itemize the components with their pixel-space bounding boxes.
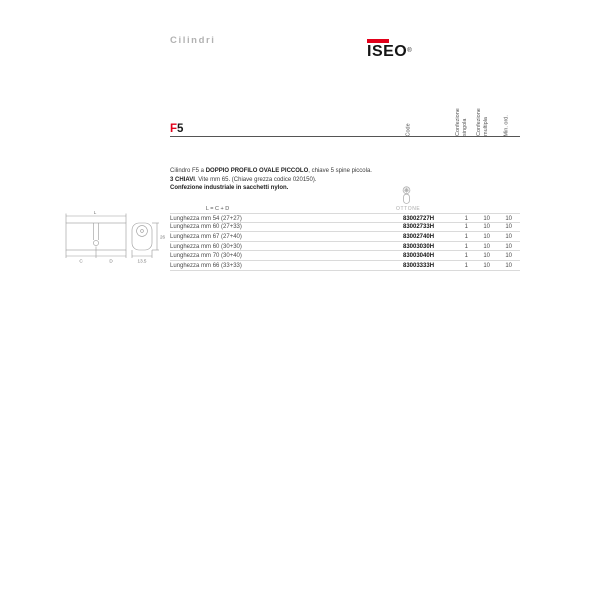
cell-code: 83003030H xyxy=(403,243,435,250)
cell-length: Lunghezza mm 60 (27+33) xyxy=(170,224,242,231)
description-line1-bold: DOPPIO PROFILO OVALE PICCOLO xyxy=(205,168,309,174)
cell-single: 1 xyxy=(464,262,468,269)
table-row xyxy=(170,251,520,261)
cell-min: 10 xyxy=(505,243,512,250)
cell-length: Lunghezza mm 67 (27+40) xyxy=(170,233,242,240)
cell-length: Lunghezza mm 70 (30+40) xyxy=(170,253,242,260)
product-code-letter: F xyxy=(170,123,178,135)
cell-min: 10 xyxy=(505,253,512,260)
cell-length: Lunghezza mm 66 (33+33) xyxy=(170,262,242,269)
cell-length: Lunghezza mm 60 (30+30) xyxy=(170,243,242,250)
product-table xyxy=(170,213,520,271)
cell-min: 10 xyxy=(505,233,512,240)
dim-label-profile-width: 13.5 xyxy=(137,258,147,264)
section-title: Cilindri xyxy=(170,35,216,46)
cell-single: 1 xyxy=(464,243,468,250)
column-header-confezione-singola-label: Confezione singola xyxy=(455,108,468,136)
logo-wordmark: ISEO xyxy=(367,43,408,60)
cell-min: 10 xyxy=(505,262,512,269)
cell-length: Lunghezza mm 54 (27+27) xyxy=(170,215,242,222)
table-row xyxy=(170,261,520,271)
cell-code: 83002733H xyxy=(403,224,435,231)
cell-multi: 10 xyxy=(483,215,490,222)
product-code-heading xyxy=(170,123,183,135)
logo-text xyxy=(367,43,412,60)
length-formula: L = C + D xyxy=(205,206,230,212)
cell-single: 1 xyxy=(464,224,468,231)
cell-min: 10 xyxy=(505,215,512,222)
description-line-1 xyxy=(170,167,450,176)
cell-single: 1 xyxy=(464,253,468,260)
cell-multi: 10 xyxy=(483,253,490,260)
description-line2-bold: 3 CHIAVI xyxy=(170,176,195,183)
description-line1-tail: , chiave 5 spine piccola. xyxy=(308,168,372,174)
heading-rule xyxy=(170,136,520,137)
cell-code: 83003040H xyxy=(403,253,435,260)
table-row xyxy=(170,232,520,242)
cell-min: 10 xyxy=(505,224,512,231)
column-header-confezione-multipla-label: Confezione multipla xyxy=(476,108,489,136)
product-code-number: 5 xyxy=(177,123,184,135)
dim-label-C: C xyxy=(79,258,83,264)
table-row xyxy=(170,213,520,223)
cell-code: 83002740H xyxy=(403,233,435,240)
cell-code: 83003333H xyxy=(403,262,435,269)
column-header-min-ord-label: Min. ord. xyxy=(503,114,510,136)
cell-multi: 10 xyxy=(483,243,490,250)
cell-multi: 10 xyxy=(483,262,490,269)
material-label: OTTONE xyxy=(396,206,421,212)
registered-mark: ® xyxy=(407,48,413,54)
description-line1-normal: Cilindro F5 a xyxy=(170,168,206,174)
cylinder-technical-drawing xyxy=(60,206,166,271)
dim-label-L: L xyxy=(93,210,97,215)
cell-single: 1 xyxy=(464,215,468,222)
table-row xyxy=(170,242,520,252)
description-line2-normal: . Vite mm 65. (Chiave grezza codice 020150). xyxy=(194,176,317,183)
table-row xyxy=(170,223,520,233)
iseo-logo xyxy=(367,39,412,60)
cell-multi: 10 xyxy=(483,233,490,240)
cell-single: 1 xyxy=(464,233,468,240)
dim-label-profile-height: 26 xyxy=(160,234,166,240)
cell-code: 83002727H xyxy=(403,215,435,222)
dim-label-D: D xyxy=(109,258,113,264)
description-line-2 xyxy=(170,176,450,185)
column-header-code-label: Code xyxy=(405,122,412,136)
cell-multi: 10 xyxy=(483,224,490,231)
cylinder-drawing-svg xyxy=(60,206,166,266)
description-line3-bold: Confezione industriale in sacchetti nylon. xyxy=(170,185,289,192)
